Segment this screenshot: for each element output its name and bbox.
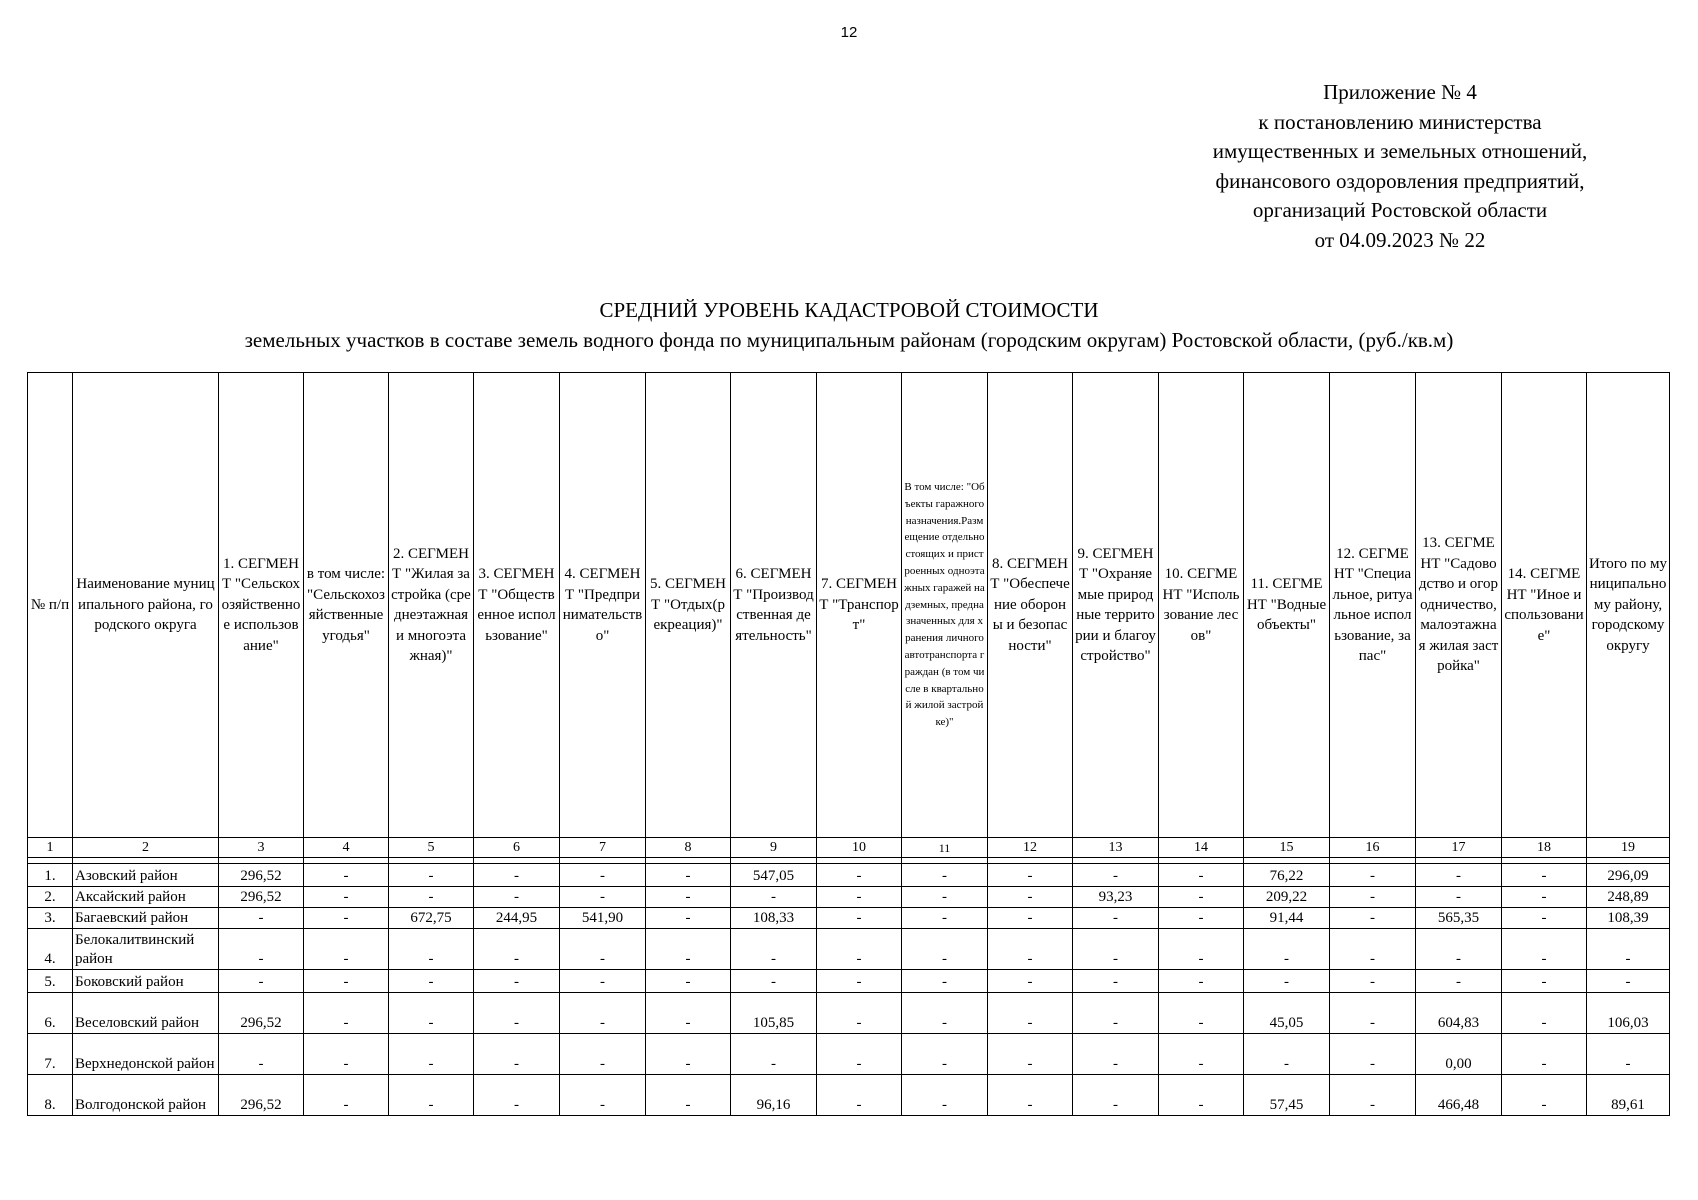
district-name: Азовский район [73,864,219,887]
row-number: 6. [28,993,73,1034]
column-header: В том числе: "Объекты гаражного назначения.Размещение отдельно стоящих и пристроенных одноэтажных гаражей надземных, предназначенных для хранения личного автотранспорта граждан (в том числе в квартальной жилой застройке)" [902,373,988,838]
value-cell: - [1073,929,1159,970]
value-cell: - [1330,993,1416,1034]
value-cell: 248,89 [1587,887,1670,908]
row-number: 3. [28,908,73,929]
row-number: 7. [28,1034,73,1075]
column-header: 8. СЕГМЕНТ "Обеспечение обороны и безопасности" [988,373,1073,838]
value-cell: - [560,887,646,908]
value-cell: 57,45 [1244,1075,1330,1116]
column-number: 11 [902,838,988,858]
value-cell: 89,61 [1587,1075,1670,1116]
appendix-line: Приложение № 4 [1323,80,1477,104]
value-cell: - [560,1075,646,1116]
value-cell: - [304,1034,389,1075]
value-cell: 296,09 [1587,864,1670,887]
value-cell: - [646,864,731,887]
column-number: 19 [1587,838,1670,858]
value-cell: 108,39 [1587,908,1670,929]
column-number: 2 [73,838,219,858]
value-cell: - [474,887,560,908]
value-cell: - [988,1034,1073,1075]
value-cell: - [988,887,1073,908]
value-cell: - [646,929,731,970]
value-cell: - [304,887,389,908]
value-cell: - [389,1034,474,1075]
value-cell: - [1587,970,1670,993]
column-number: 10 [817,838,902,858]
value-cell: - [902,1075,988,1116]
value-cell: - [731,970,817,993]
column-number: 9 [731,838,817,858]
table-row [28,929,1670,970]
appendix-line: от 04.09.2023 № 22 [1314,227,1486,252]
value-cell: - [902,887,988,908]
value-cell: - [902,993,988,1034]
value-cell: - [304,908,389,929]
appendix-line: имущественных и земельных отношений, [1212,139,1588,163]
value-cell: - [988,929,1073,970]
value-cell: - [646,1034,731,1075]
column-number: 4 [304,838,389,858]
value-cell: 296,52 [219,993,304,1034]
value-cell: - [219,970,304,993]
district-name: Верхнедонской район [73,1034,219,1075]
value-cell: - [646,887,731,908]
value-cell: 565,35 [1416,908,1502,929]
value-cell: - [474,864,560,887]
district-name: Багаевский район [73,908,219,929]
column-header: 9. СЕГМЕНТ "Охраняемые природные территории и благоустройство" [1073,373,1159,838]
value-cell: - [646,1075,731,1116]
cadastral-value-table [27,372,1670,1116]
appendix-line: к постановлению министерства [1258,109,1542,134]
value-cell: 93,23 [1073,887,1159,908]
value-cell: - [817,970,902,993]
value-cell: - [304,929,389,970]
value-cell: - [1330,1075,1416,1116]
column-header: № п/п [28,373,73,838]
value-cell: - [1244,1034,1330,1075]
value-cell: - [817,864,902,887]
column-number: 18 [1502,838,1587,858]
value-cell: - [1159,993,1244,1034]
appendix-line: финансового оздоровления предприятий, [1215,168,1585,193]
value-cell: - [1244,929,1330,970]
table-row [28,908,1670,929]
value-cell: - [1159,1075,1244,1116]
district-name: Волгодонской район [73,1075,219,1116]
value-cell: - [902,908,988,929]
value-cell: - [560,970,646,993]
value-cell: - [1159,970,1244,993]
value-cell: - [304,970,389,993]
column-number: 13 [1073,838,1159,858]
value-cell: - [1159,929,1244,970]
value-cell: 296,52 [219,1075,304,1116]
value-cell: 209,22 [1244,887,1330,908]
value-cell: - [1416,887,1502,908]
district-name: Аксайский район [73,887,219,908]
value-cell: - [1416,864,1502,887]
value-cell: - [646,993,731,1034]
value-cell: - [1587,929,1670,970]
appendix-line: организаций Ростовской области [1252,198,1548,222]
value-cell: - [304,864,389,887]
value-cell: - [1073,908,1159,929]
value-cell: 0,00 [1416,1034,1502,1075]
value-cell: - [731,887,817,908]
value-cell: - [1416,929,1502,970]
value-cell: - [988,908,1073,929]
value-cell: - [817,887,902,908]
value-cell: - [902,970,988,993]
column-number: 5 [389,838,474,858]
value-cell: - [1159,887,1244,908]
value-cell: - [1416,970,1502,993]
document-subtitle: земельных участков в составе земель водного фонда по муниципальным районам (городским округам) Ростовской области, (руб./кв.м) [244,328,1454,352]
value-cell: - [902,1034,988,1075]
value-cell: - [1502,1075,1587,1116]
value-cell: - [389,887,474,908]
value-cell: - [560,864,646,887]
value-cell: 672,75 [389,908,474,929]
value-cell: - [1330,908,1416,929]
value-cell: - [219,929,304,970]
value-cell: - [1502,887,1587,908]
value-cell: - [1502,908,1587,929]
column-number: 15 [1244,838,1330,858]
value-cell: - [1330,887,1416,908]
value-cell: - [1330,970,1416,993]
value-cell: - [304,1075,389,1116]
column-number: 12 [988,838,1073,858]
column-number: 7 [560,838,646,858]
value-cell: - [1587,1034,1670,1075]
district-name: Веселовский район [73,993,219,1034]
column-header: 4. СЕГМЕНТ "Предпринимательство" [560,373,646,838]
value-cell: - [474,1034,560,1075]
value-cell: - [560,929,646,970]
column-number: 1 [28,838,73,858]
value-cell: - [1330,1034,1416,1075]
column-header: 13. СЕГМЕНТ "Садоводство и огородничество, малоэтажная жилая застройка" [1416,373,1502,838]
appendix-block [1090,78,1698,255]
value-cell: - [474,1075,560,1116]
column-header: в том числе: "Сельскохозяйственные угодья" [304,373,389,838]
value-cell: - [1330,864,1416,887]
value-cell: 296,52 [219,864,304,887]
value-cell: - [219,908,304,929]
table-row [28,993,1670,1034]
value-cell: - [1502,864,1587,887]
value-cell: - [474,929,560,970]
value-cell: 604,83 [1416,993,1502,1034]
value-cell: 76,22 [1244,864,1330,887]
value-cell: - [988,864,1073,887]
column-header: 3. СЕГМЕНТ "Общественное использование" [474,373,560,838]
value-cell: - [1502,993,1587,1034]
value-cell: 547,05 [731,864,817,887]
value-cell: - [902,864,988,887]
column-header: 6. СЕГМЕНТ "Производственная деятельность" [731,373,817,838]
value-cell: - [1502,970,1587,993]
column-header: 7. СЕГМЕНТ "Транспорт" [817,373,902,838]
column-number-row [28,838,1670,858]
column-number: 3 [219,838,304,858]
value-cell: - [1159,1034,1244,1075]
value-cell: - [988,1075,1073,1116]
value-cell: - [219,1034,304,1075]
value-cell: - [1159,864,1244,887]
column-header: 12. СЕГМЕНТ "Специальное, ритуальное использование, запас" [1330,373,1416,838]
row-number: 2. [28,887,73,908]
table-row [28,1034,1670,1075]
value-cell: 105,85 [731,993,817,1034]
value-cell: - [304,993,389,1034]
value-cell: - [474,993,560,1034]
row-number: 1. [28,864,73,887]
value-cell: - [817,908,902,929]
value-cell: 45,05 [1244,993,1330,1034]
table-header-row [28,373,1670,838]
value-cell: - [817,1034,902,1075]
column-number: 14 [1159,838,1244,858]
column-header: Наименование муниципального района, городского округа [73,373,219,838]
row-number: 4. [28,929,73,970]
column-number: 8 [646,838,731,858]
value-cell: - [1244,970,1330,993]
value-cell: 541,90 [560,908,646,929]
value-cell: 296,52 [219,887,304,908]
column-header: 5. СЕГМЕНТ "Отдых(рекреация)" [646,373,731,838]
table-row [28,970,1670,993]
value-cell: - [1073,993,1159,1034]
value-cell: - [389,1075,474,1116]
column-header: 2. СЕГМЕНТ "Жилая застройка (среднеэтажная и многоэтажная)" [389,373,474,838]
value-cell: 108,33 [731,908,817,929]
district-name: Белокалитвинский район [73,929,219,970]
value-cell: - [902,929,988,970]
value-cell: - [988,993,1073,1034]
value-cell: - [1159,908,1244,929]
value-cell: - [1073,1075,1159,1116]
column-number: 6 [474,838,560,858]
column-header: 14. СЕГМЕНТ "Иное использование" [1502,373,1587,838]
value-cell: - [560,993,646,1034]
table-row [28,1075,1670,1116]
value-cell: - [817,1075,902,1116]
column-header: 10. СЕГМЕНТ "Использование лесов" [1159,373,1244,838]
value-cell: - [389,970,474,993]
value-cell: - [1073,864,1159,887]
value-cell: - [988,970,1073,993]
value-cell: - [1330,929,1416,970]
table-row [28,887,1670,908]
value-cell: - [1073,970,1159,993]
column-header: 1. СЕГМЕНТ "Сельскохозяйственное использование" [219,373,304,838]
value-cell: - [646,970,731,993]
value-cell: - [1502,929,1587,970]
value-cell: 466,48 [1416,1075,1502,1116]
value-cell: - [474,970,560,993]
value-cell: - [817,993,902,1034]
document-title: СРЕДНИЙ УРОВЕНЬ КАДАСТРОВОЙ СТОИМОСТИ [599,298,1099,322]
value-cell: - [560,1034,646,1075]
value-cell: 106,03 [1587,993,1670,1034]
column-header: Итого по муниципальному району, городскому округу [1587,373,1670,838]
column-number: 17 [1416,838,1502,858]
row-number: 5. [28,970,73,993]
document-heading [0,295,1698,355]
page-number: 12 [840,24,858,41]
value-cell: - [731,929,817,970]
value-cell: - [817,929,902,970]
row-number: 8. [28,1075,73,1116]
column-number: 16 [1330,838,1416,858]
value-cell: 91,44 [1244,908,1330,929]
table-row [28,864,1670,887]
value-cell: 96,16 [731,1075,817,1116]
value-cell: - [389,929,474,970]
district-name: Боковский район [73,970,219,993]
value-cell: - [389,864,474,887]
value-cell: 244,95 [474,908,560,929]
value-cell: - [646,908,731,929]
value-cell: - [389,993,474,1034]
value-cell: - [731,1034,817,1075]
value-cell: - [1073,1034,1159,1075]
column-header: 11. СЕГМЕНТ "Водные объекты" [1244,373,1330,838]
value-cell: - [1502,1034,1587,1075]
